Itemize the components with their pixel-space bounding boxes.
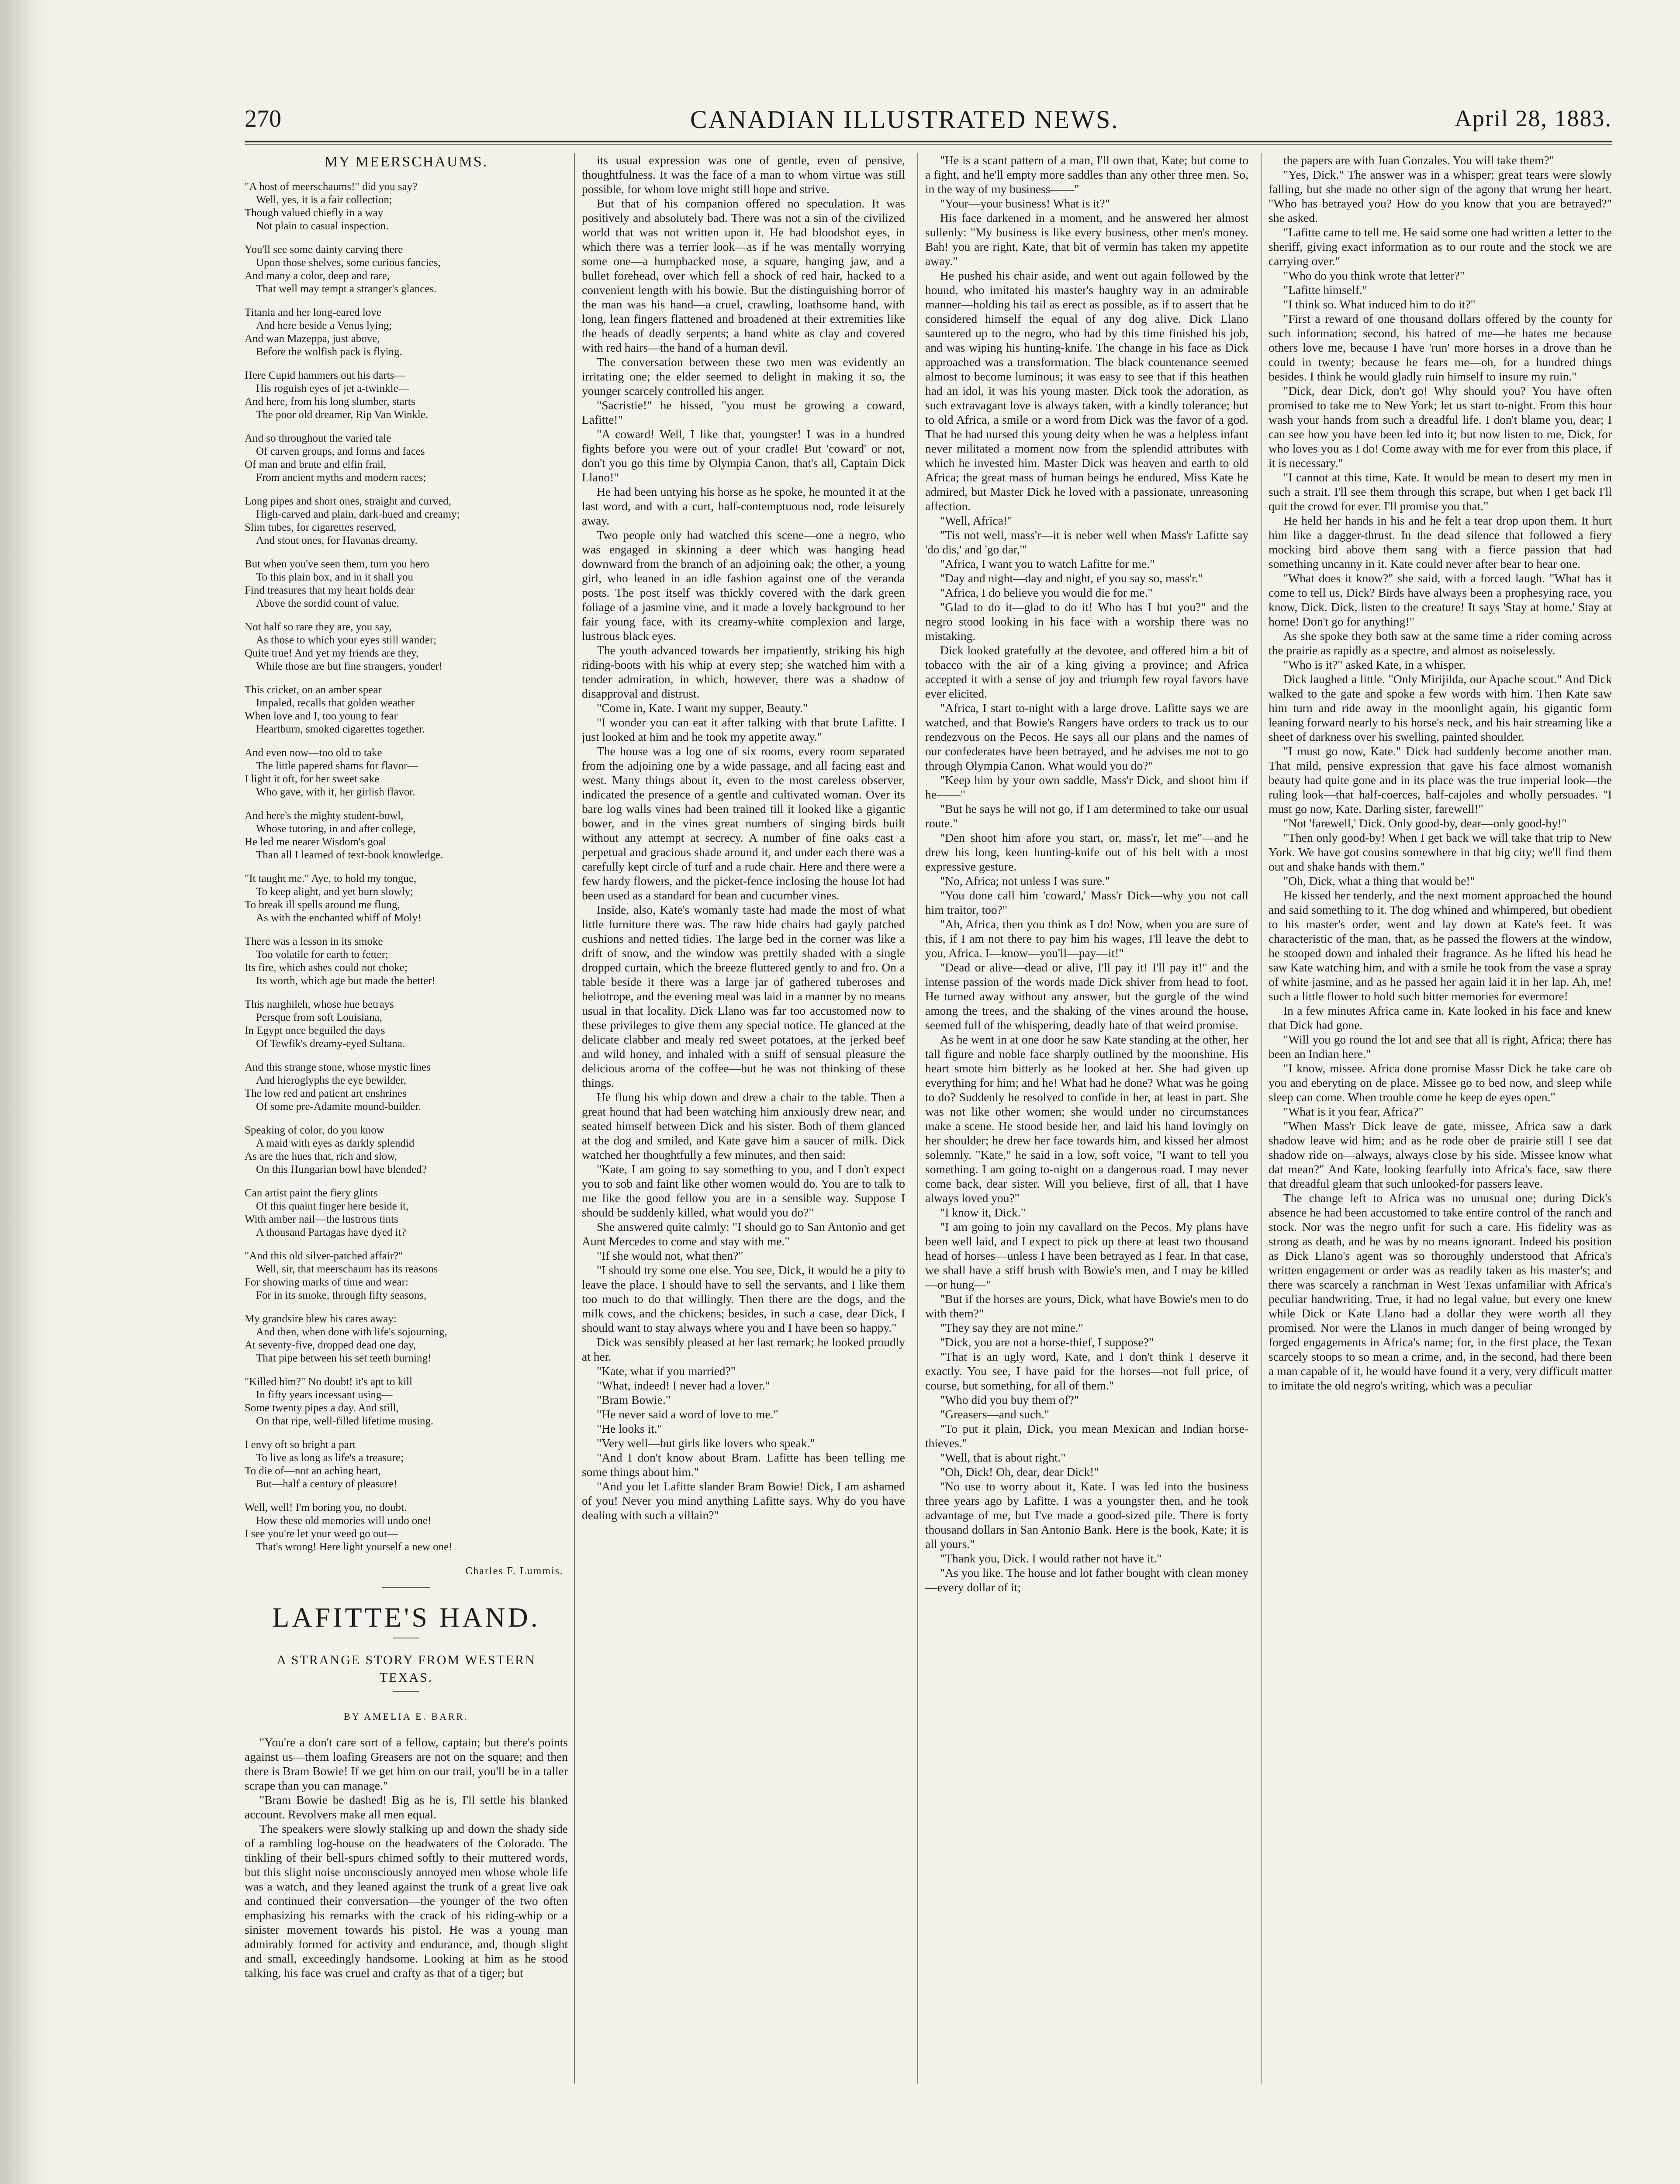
article-paragraph: "No use to worry about it, Kate. I was led into the business three years ago by Lafitte. I was a youngster then, and he took advantage of me, but I've made a good-sized pile. There is forty thousand dollars in San Antonio Bank. Here is the book, Kate; it is all yours." xyxy=(925,1479,1248,1551)
poem-line: On this Hungarian bowl have blended? xyxy=(256,1164,427,1175)
header-rule xyxy=(245,141,1612,142)
article-paragraph: "Africa, I do believe you would die for me." xyxy=(940,586,1153,599)
poem-line: But when you've seen them, turn you hero xyxy=(245,558,429,570)
article-paragraph: "Tis not well, mass'r—it is neber well when Mass'r Lafitte say 'do dis,' and 'go dar,'" xyxy=(925,528,1248,556)
poem-line: That well may tempt a stranger's glances. xyxy=(256,283,437,295)
poem-line: But—half a century of pleasure! xyxy=(256,1478,398,1490)
poem-line: Before the wolfish pack is flying. xyxy=(256,346,402,358)
poem-line: Whose tutoring, in and after college, xyxy=(256,823,416,835)
poem-stanza xyxy=(245,684,568,736)
poem-line: Upon those shelves, some curious fancies, xyxy=(256,257,441,269)
article-paragraph: "Bram Bowie be dashed! Big as he is, I'll settle his blanked account. Revolvers make all men equal. xyxy=(245,1793,568,1821)
article-paragraph: "When Mass'r Dick leave de gate, missee, Africa saw a dark shadow leave wid him; and as he rode ober de prairie still I see dat shadow ride on—always, always close by his side. Missee know what dat mean?" And Kate, looking fearfully into Africa's face, saw there that dreadful gleam that such unlooked-for passers leave. xyxy=(1269,1119,1612,1190)
article-paragraph: He pushed his chair aside, and went out again followed by the hound, who imitated his master's haughty way in an admirable manner—holding his tail as erect as possible, as if to assert that he considered himself the equal of any dog alive. Dick Llano sauntered up to the negro, who had by this time finished his job, and was wiping his hunting-knife. The change in his face as Dick approached was a transformation. The black countenance seemed almost to become luminous; it was easy to see that if this heathen had an idol, it was his young master. Dick took the adoration, as such extravagant love is always taken, with a kindly tolerance; but to old Africa, a smile or a word from Dick was the favor of a god. That he had nursed this young deity when he was a helpless infant never militated a moment now from the splendid attributes with which he invested him. Master Dick was heaven and earth to old Africa; the great mass of human beings he endured, Miss Kate he admired, but Master Dick he loved with a passionate, unreasoning affection. xyxy=(925,269,1248,513)
story-title: LAFITTE'S HAND. xyxy=(272,1602,540,1633)
article-paragraph: "Greasers—and such." xyxy=(940,1407,1050,1421)
poem-line: Speaking of color, do you know xyxy=(245,1124,384,1136)
article-paragraph: "To put it plain, Dick, you mean Mexican and Indian horse-thieves." xyxy=(925,1422,1248,1450)
article-paragraph: But that of his companion offered no speculation. It was positively and absolutely bad. There was not a sin of the civilized world that was not written upon it. He had bloodshot eyes, in which there was a terrier look—as if he was mentally worrying some one—a humpbacked nose, a square, hanging jaw, and a bullet forehead, over which fell a shock of red hair, hacked to a convenient length with his bowie. But the distinguishing horror of the man was his hand—a cruel, crawling, loathsome hand, with long, lean fingers flattened and broadened at their extremities like the heads of deadly serpents; a hand white as clay and covered with red hairs—the hand of a human devil. xyxy=(582,197,905,354)
poem-line: Who gave, with it, her girlish flavor. xyxy=(256,786,415,798)
article-paragraph: The house was a log one of six rooms, every room separated from the adjoining one by a wide passage, and all facing east and west. Many things about it, even to the most careless observer, indicated the presence of a gentle and cultivated woman. Over its bare log walls vines had been trained till it looked like a gigantic bower, and in the vines great numbers of singing birds built without any attempt at secrecy. A number of fine oaks cast a perpetual and gracious shade around it, and under each there was a carefully kept circle of turf and a rude chair. Here and there were a few hardy flowers, and the picket-fence inclosing the house lot had been used as a standard for bean and cucumber vines. xyxy=(582,744,905,902)
column-3 xyxy=(925,153,1248,2084)
poem-stanza xyxy=(245,1187,568,1239)
article-paragraph: "Africa, I start to-night with a large drove. Lafitte says we are watched, and that Bowie's Rangers have orders to track us to our rendezvous on the Pecos. He says all our plans and the names of our confederates have been betrayed, and he advises me not to go through Olympia Canon. What would you do?" xyxy=(925,701,1248,772)
poem-line: Quite true! And yet my friends are they, xyxy=(245,647,419,659)
poem-line: For in its smoke, through fifty seasons, xyxy=(256,1289,427,1301)
poem-line: Well, sir, that meerschaum has its reasons xyxy=(256,1263,438,1275)
poem-line: Its fire, which ashes could not choke; xyxy=(245,962,408,974)
article-paragraph: "Thank you, Dick. I would rather not have it." xyxy=(940,1552,1162,1565)
poem-line: My grandsire blew his cares away: xyxy=(245,1313,397,1325)
poem-line: Here Cupid hammers out his darts— xyxy=(245,370,405,381)
article-paragraph: "I cannot at this time, Kate. It would be mean to desert my men in such a strait. I'll see them through this scrape, but when I get back I'll quit the crowd for ever. I'll promise you that." xyxy=(1269,470,1612,513)
article-paragraph: "Then only good-by! When I get back we will take that trip to New York. We have got cousins somewhere in that big city; we'll find them out and shake hands with them." xyxy=(1269,831,1612,873)
poem-stanza xyxy=(245,1313,568,1365)
poem-line: And even now—too old to take xyxy=(245,747,382,759)
article-paragraph: "Oh, Dick, what a thing that would be!" xyxy=(1283,874,1475,888)
article-paragraph: The speakers were slowly stalking up and down the shady side of a rambling log-house on the headwaters of the Colorado. The tinkling of their bell-spurs chimed softly to their muttered words, but this slight noise unconsciously annoyed men whose whole life was a watch, and they leaned against the trunk of a great live oak and continued their conversation—the younger of the two often emphasizing his remarks with the crack of his riding-whip or a sinister movement towards his pistol. He was a young man admirably formed for activity and endurance, and, though slight and small, exceedingly handsome. Looking at him as he stood talking, his face was cruel and crafty as that of a tiger; but xyxy=(245,1822,568,1980)
article-paragraph: Inside, also, Kate's womanly taste had made the most of what little furniture there was. The raw hide chairs had gayly patched cushions and netted tidies. The large bed in the corner was like a drift of snow, and the window was prettily shaded with a single dropped curtain, which the breeze fluttered gently to and fro. On a table beside it there was a large jar of gathered tuberoses and heliotrope, and the evening meal was laid in a manner by no means usual in that locality. Dick Llano was far too accustomed now to these privileges to give them any special notice. He glanced at the delicate clabber and mealy red sweet potatoes, at the jerked beef and wild honey, and inhaled with a sniff of sensual pleasure the delicious aroma of the coffee—but he was not thinking of these things. xyxy=(582,903,905,1089)
poem-line: To break ill spells around me flung, xyxy=(245,899,400,911)
poem-line: Of this quaint finger here beside it, xyxy=(256,1200,409,1212)
article-paragraph: "I think so. What induced him to do it?" xyxy=(1283,297,1476,311)
poem-line: Above the sordid count of value. xyxy=(256,598,399,609)
article-paragraph: "What does it know?" she said, with a forced laugh. "What has it come to tell us, Dick? Birds have always been a prophesying race, you know, Dick. Dick, listen to the creature! It says 'Stay at home.' Stay at home! Don't go for anything!" xyxy=(1269,571,1612,628)
poem-stanza xyxy=(245,306,568,359)
article-paragraph: "Lafitte himself." xyxy=(1283,283,1367,297)
poem-line: Slim tubes, for cigarettes reserved, xyxy=(245,522,397,533)
poem-line: And here, from his long slumber, starts xyxy=(245,396,415,408)
article-paragraph: "Come in, Kate. I want my supper, Beauty." xyxy=(597,701,808,715)
article-paragraph: "Kate, I am going to say something to you, and I don't expect you to sob and faint like other women would do. You are to talk to me like the good fellow you are in a sensible way. Suppose I should be suddenly killed, what would you do?" xyxy=(582,1162,905,1219)
poem-line: I light it oft, for her sweet sake xyxy=(245,773,380,785)
article-paragraph: "What, indeed! I never had a lover." xyxy=(597,1379,770,1392)
poem-line: With amber nail—the lustrous tints xyxy=(245,1213,398,1225)
poem-line: That's wrong! Here light yourself a new one! xyxy=(256,1541,453,1553)
poem-line: As those to which your eyes still wander; xyxy=(256,634,437,646)
article-paragraph: "Ah, Africa, then you think as I do! Now, when you are sure of this, if I am not there to pay him his wages, I'll leave the debt to you, Africa. I—know—you'll—pay—it!" xyxy=(925,917,1248,960)
poem-line: Impaled, recalls that golden weather xyxy=(256,697,415,709)
article-paragraph: the papers are with Juan Gonzales. You will take them?" xyxy=(1283,153,1554,167)
article-paragraph: "If she would not, what then?" xyxy=(597,1249,743,1262)
article-paragraph: "Bram Bowie." xyxy=(597,1393,671,1406)
poem-line: Of Tewfik's dreamy-eyed Sultana. xyxy=(256,1038,405,1050)
poem-line: When love and I, too young to fear xyxy=(245,710,398,722)
poem-line: At seventy-five, dropped dead one day, xyxy=(245,1339,416,1351)
article-paragraph: "Your—your business! What is it?" xyxy=(940,197,1110,210)
poem-line: A thousand Partagas have dyed it? xyxy=(256,1227,406,1238)
article-paragraph: "He is a scant pattern of a man, I'll own that, Kate; but come to a fight, and he'll empty more saddles than any other three men. So, in the way of my business——" xyxy=(925,153,1248,196)
article-paragraph: "No, Africa; not unless I was sure." xyxy=(940,874,1110,888)
subtitle-divider xyxy=(393,1691,419,1692)
article-paragraph: "Den shoot him afore you start, or, mass'r, let me"—and he drew his long, keen hunting-knife out of his belt with a most expressive gesture. xyxy=(925,831,1248,873)
poem-line: Well, yes, it is a fair collection; xyxy=(256,194,392,206)
article-paragraph: He had been untying his horse as he spoke, he mounted it at the last word, and with a curt, half-contemptuous nod, rode leisurely away. xyxy=(582,485,905,527)
poem-stanza xyxy=(245,998,568,1051)
article-paragraph: "I know it, Dick." xyxy=(940,1206,1026,1219)
poem-line: "Killed him?" No doubt! it's apt to kill xyxy=(245,1376,412,1388)
poem-line: As are the hues that, rich and slow, xyxy=(245,1151,397,1162)
column-divider xyxy=(917,153,918,2084)
poem-stanza xyxy=(245,872,568,925)
column-1-text xyxy=(245,1735,568,1980)
article-paragraph: "Dick, you are not a horse-thief, I suppose?" xyxy=(940,1335,1154,1349)
article-paragraph: The change left to Africa was no unusual one; during Dick's absence he had been accustomed to take entire control of the ranch and stock. Nor was the negro unfit for such a care. His fidelity was as strong as death, and he was by no means ignorant. Indeed his position as Dick Llano's agent was so thoroughly understood that Africa's written engagement or order was as readily taken as his master's; and there was scarcely a ranchman in West Texas unfamiliar with Africa's peculiar handwriting. True, it had no legal value, but every one knew while Dick or Kate Llano had a dollar they were worth all they promised. Nor were the Llanos in much danger of being wronged by forged engagements in Africa's name; for, in the first place, the Texan scarcely stoops to so mean a crime, and, in the second, had there been a man capable of it, he would have found it a very, very difficult matter to imitate the old negro's writing, which was a peculiar xyxy=(1269,1191,1612,1392)
poem-stanza xyxy=(245,558,568,610)
poem-line: In Egypt once beguiled the days xyxy=(245,1025,385,1037)
poem-body xyxy=(245,180,568,1554)
article-paragraph: "Well, that is about right." xyxy=(940,1451,1066,1464)
poem-line: This cricket, on an amber spear xyxy=(245,684,382,696)
poem-line: In fifty years incessant using— xyxy=(256,1389,393,1401)
poem-line: How these old memories will undo one! xyxy=(256,1515,432,1527)
poem-line: The little papered shams for flavor— xyxy=(256,760,418,772)
poem-stanza xyxy=(245,1375,568,1428)
poem-stanza xyxy=(245,1061,568,1113)
poem-stanza xyxy=(245,1124,568,1176)
article-paragraph: "Glad to do it—glad to do it! Who has I but you?" and the negro stood looking in his face with a worship there was no mistaking. xyxy=(925,600,1248,643)
poem-line: And stout ones, for Havanas dreamy. xyxy=(256,535,418,546)
article-paragraph: "As you like. The house and lot father bought with clean money—every dollar of it; xyxy=(925,1566,1248,1594)
story-byline: BY AMELIA E. BARR. xyxy=(344,1711,469,1722)
poem-line: To live as long as life's a treasure; xyxy=(256,1452,404,1464)
article-paragraph: "Kate, what if you married?" xyxy=(597,1364,736,1378)
article-paragraph: "You're a don't care sort of a fellow, captain; but there's points against us—them loafing Greasers are not on the square; and then there is Bram Bowie! If we get him on our trail, you'll be in a taller scrape than you can manage." xyxy=(245,1735,568,1792)
article-paragraph: The conversation between these two men was evidently an irritating one; the elder seemed to delight in making it so, the younger scarcely controlled his anger. xyxy=(582,355,905,397)
article-paragraph: "I should try some one else. You see, Dick, it would be a pity to leave the place. I should have to sell the servants, and I like them too much to do that willingly. Then there are the dogs, and the milk cows, and the chickens; besides, in such a case, dear Dick, I should want to stay always where you and I have been so happy." xyxy=(582,1263,905,1334)
article-paragraph: Two people only had watched this scene—one a negro, who was engaged in skinning a deer which was hanging head downward from the branch of an adjoining oak; the other, a young girl, who leaned in an idle fashion against one of the veranda posts. The post itself was thickly covered with the dark green foliage of a jasmine vine, and it made a lovely background to her fair young face, with its creamy-white complexion and large, lustrous black eyes. xyxy=(582,528,905,643)
article-paragraph: "Very well—but girls like lovers who speak." xyxy=(597,1436,815,1450)
poem-stanza xyxy=(245,935,568,988)
article-paragraph: "Not 'farewell,' Dick. Only good-by, dear—only good-by!" xyxy=(1283,816,1567,830)
poem-line: And many a color, deep and rare, xyxy=(245,270,390,282)
poem-line: I envy oft so bright a part xyxy=(245,1439,356,1451)
article-paragraph: "Day and night—day and night, ef you say so, mass'r." xyxy=(940,571,1203,585)
poem-line: Of carven groups, and forms and faces xyxy=(256,446,425,457)
story-subtitle: A STRANGE STORY FROM WESTERN TEXAS. xyxy=(277,1653,536,1685)
article-paragraph: He flung his whip down and drew a chair to the table. Then a great hound that had been watching him anxiously drew near, and seated himself between Dick and his sister. Both of them glanced at the dog and smiled, and Kate gave him a saucer of milk. Dick watched her thoughtfully a few minutes, and then said: xyxy=(582,1090,905,1161)
poem-line: Though valued chiefly in a way xyxy=(245,207,384,219)
column-2 xyxy=(582,153,905,2084)
poem-line: A maid with eyes as darkly splendid xyxy=(256,1137,415,1149)
article-paragraph: "He looks it." xyxy=(597,1422,663,1435)
poem-line: Titania and her long-eared love xyxy=(245,307,381,318)
article-paragraph: "What is it you fear, Africa?" xyxy=(1283,1105,1424,1118)
poem-stanza xyxy=(245,369,568,422)
article-paragraph: "I am going to join my cavallard on the Pecos. My plans have been well laid, and I expect to pick up there at least two thousand head of horses—unless I have been betrayed as I fear. In that case, we shall have a stiff brush with Bowie's men, and I may be killed—or hung—" xyxy=(925,1220,1248,1291)
article-paragraph: "Lafitte came to tell me. He said some one had written a letter to the sheriff, giving exact information as to our route and the stock we are carrying over." xyxy=(1269,225,1612,268)
poem-line: "It taught me." Aye, to hold my tongue, xyxy=(245,873,417,885)
poem-stanza xyxy=(245,1501,568,1554)
article-paragraph: "And you let Lafitte slander Bram Bowie! Dick, I am ashamed of you! Never you mind anything Lafitte says. Why do you have dealing with such a villain?" xyxy=(582,1479,905,1522)
poem-line: Of man and brute and elfin frail, xyxy=(245,459,387,470)
poem-stanza xyxy=(245,809,568,862)
article-paragraph: His face darkened in a moment, and he answered her almost sullenly: "My business is like every business, other men's money. Bah! you are right, Kate, that bit of vermin has taken my appetite away." xyxy=(925,211,1248,268)
poem-stanza xyxy=(245,432,568,484)
poem-line: Too volatile for earth to fetter; xyxy=(256,949,388,961)
article-paragraph: As he went in at one door he saw Kate standing at the other, her tall figure and noble face sharply outlined by the moonshine. His heart smote him bitterly as he looked at her. She had given up everything for him; and he! What had he done? What was he going to do? Suddenly he resolved to confide in her, at least in part. She was not like other women; she would under no circumstances make a scene. He stood beside her, and laid his hand lovingly on her shoulder; he drew her face towards him, and kissed her almost solemnly. "Kate," he said in a low, soft voice, "I want to tell you something. I am going to-night on a dangerous road. I may never come back, dear sister. Will you believe, first of all, that I have always loved you?" xyxy=(925,1033,1248,1205)
poem-stanza xyxy=(245,746,568,799)
article-paragraph: "Who do you think wrote that letter?" xyxy=(1283,269,1465,282)
poem-stanza xyxy=(245,621,568,673)
article-paragraph: "Will you go round the lot and see that all is right, Africa; there has been an Indian here." xyxy=(1269,1033,1612,1061)
column-divider xyxy=(1261,153,1262,2084)
article-paragraph: In a few minutes Africa came in. Kate looked in his face and knew that Dick had gone. xyxy=(1269,1004,1612,1032)
poem-line: And here's the mighty student-bowl, xyxy=(245,810,404,822)
poem-line: And wan Mazeppa, just above, xyxy=(245,333,380,345)
poem-line: And then, when done with life's sojourning, xyxy=(256,1326,447,1338)
article-paragraph: The youth advanced towards her impatiently, striking his high riding-boots with his whip at every step; she watched him with a tender admiration, in which, however, there was a shadow of disapproval and distrust. xyxy=(582,643,905,700)
poem-line: On that ripe, well-filled lifetime musing. xyxy=(256,1415,434,1427)
header-rule-thin xyxy=(245,144,1612,145)
poem-line: Persque from soft Louisiana, xyxy=(256,1012,382,1023)
article-paragraph: "But if the horses are yours, Dick, what have Bowie's men to do with them?" xyxy=(925,1292,1248,1320)
poem-line: That pipe between his set teeth burning! xyxy=(256,1352,432,1364)
article-paragraph: He kissed her tenderly, and the next moment approached the hound and said something to it. The dog whined and whimpered, but obedient to his master's order, went and lay down at Kate's feet. It was characteristic of the man, that, as he passed the flowers at the window, he stooped down and inhaled their fragrance. As he lifted his head he saw Kate watching him, and with a smile he took from the vase a spray of white jasmine, and as he passed her again laid it in her lap. Ah, me! such a little flower to hold such bitter memories for evermore! xyxy=(1269,888,1612,1003)
poem-line: As with the enchanted whiff of Moly! xyxy=(256,912,422,924)
column-4 xyxy=(1269,153,1612,2084)
article-paragraph: "Sacristie!" he hissed, "you must be growing a coward, Lafitte!" xyxy=(582,398,905,426)
article-paragraph: "Who did you buy them of?" xyxy=(940,1393,1079,1406)
poem-line: From ancient myths and modern races; xyxy=(256,472,426,484)
article-paragraph: "But he says he will not go, if I am determined to take our usual route." xyxy=(925,802,1248,830)
article-paragraph: "That is an ugly word, Kate, and I don't think I deserve it exactly. You see, I have paid for the horses—not full price, of course, but something, for all of them." xyxy=(925,1350,1248,1392)
poem-line: Long pipes and short ones, straight and curved, xyxy=(245,495,451,507)
poem-line: Some twenty pipes a day. And still, xyxy=(245,1402,399,1414)
article-paragraph: "Keep him by your own saddle, Mass'r Dick, and shoot him if he——" xyxy=(925,773,1248,801)
poem-line: I see you're let your weed go out— xyxy=(245,1528,398,1540)
poem-line: While those are but fine strangers, yonder! xyxy=(256,660,442,672)
poem-line: Its worth, which age but made the better! xyxy=(256,975,436,987)
page-header xyxy=(245,105,1612,135)
column-1 xyxy=(245,153,568,2084)
poem-line: And so throughout the varied tale xyxy=(245,432,391,444)
poem-line: Find treasures that my heart holds dear xyxy=(245,584,415,596)
poem-line: To this plain box, and in it shall you xyxy=(256,571,414,583)
article-paragraph: "A coward! Well, I like that, youngster! I was in a hundred fights before you were out of your cradle! But 'coward' or not, don't you go this time by Olympia Canon, that's all, Captain Dick Llano!" xyxy=(582,427,905,484)
poem-title: MY MEERSCHAUMS. xyxy=(324,154,488,170)
poem-line: "And this old silver-patched affair?" xyxy=(245,1250,403,1262)
poem-line: Of some pre-Adamite mound-builder. xyxy=(256,1101,421,1113)
masthead: CANADIAN ILLUSTRATED NEWS. xyxy=(690,105,1119,134)
poem-line: Not half so rare they are, you say, xyxy=(245,621,392,633)
article-paragraph: "Dick, dear Dick, don't go! Why should you? You have often promised to take me to New York; let us start to-night. From this hour wash your hands from such a dreadful life. I don't blame you, dear; I can see how you have been led into it; but now listen to me, Dick, for who loves you as I do! Come away with me for ever from this place, if it is necessary." xyxy=(1269,384,1612,470)
article-paragraph: "Dead or alive—dead or alive, I'll pay it! I'll pay it!" and the intense passion of the words made Dick shiver from head to foot. He turned away without any answer, but the gurgle of the wind among the trees, and the shaking of the vines around the house, seemed full of the whispering, deadly hate of that weird promise. xyxy=(925,961,1248,1032)
article-paragraph: Dick was sensibly pleased at her last remark; he looked proudly at her. xyxy=(582,1335,905,1363)
poem-line: And this strange stone, whose mystic lines xyxy=(245,1061,431,1073)
poem-line: "A host of meerschaums!" did you say? xyxy=(245,181,418,193)
poem-line: The low red and patient art enshrines xyxy=(245,1088,407,1099)
article-paragraph: He held her hands in his and he felt a tear drop upon them. It hurt him like a dagger-thrust. In the dead silence that followed a fiery mocking bird above them sang with a fierce passion that had something uncanny in it. Kate could never after bear to hear one. xyxy=(1269,514,1612,570)
poem-line: Can artist paint the fiery glints xyxy=(245,1187,378,1199)
article-paragraph: "Africa, I want you to watch Lafitte for me." xyxy=(940,557,1155,570)
poem-stanza xyxy=(245,495,568,547)
article-paragraph: its usual expression was one of gentle, even of pensive, thoughtfulness. It was the face of a man to whom virtue was still possible, for whom love might still hope and strive. xyxy=(582,153,905,196)
poem-stanza xyxy=(245,180,568,233)
article-paragraph: "They say they are not mine." xyxy=(940,1321,1083,1334)
article-paragraph: She answered quite calmly: "I should go to San Antonio and get Aunt Mercedes to come and stay with me." xyxy=(582,1220,905,1248)
article-paragraph: "He never said a word of love to me." xyxy=(597,1407,778,1421)
binding-gutter-shadow xyxy=(0,0,48,2184)
article-paragraph: "First a reward of one thousand dollars offered by the county for such information; second, his hatred of me—he hates me because others love me, because I have 'run' more horses in a drove than he could in twenty; because he fears me—oh, for a hundred things besides. I think he would gladly ruin himself to insure my ruin." xyxy=(1269,312,1612,383)
article-paragraph: "And I don't know about Bram. Lafitte has been telling me some things about him." xyxy=(582,1451,905,1479)
poem-line: Not plain to casual inspection. xyxy=(256,220,389,232)
article-paragraph: "Oh, Dick! Oh, dear, dear Dick!" xyxy=(940,1465,1099,1479)
poem-line: Than all I learned of text-book knowledge. xyxy=(256,849,443,861)
column-divider xyxy=(574,153,575,2084)
page-number: 270 xyxy=(245,105,281,132)
poem-line: Well, well! I'm boring you, no doubt. xyxy=(245,1502,407,1514)
article-paragraph: "I know, missee. Africa done promise Massr Dick he take care ob you and eberyting on de place. Missee go to bed now, and sleep while sleep can come. When trouble come he keep de eyes open." xyxy=(1269,1061,1612,1104)
poem-line: This narghileh, whose hue betrays xyxy=(245,999,394,1010)
poem-line: The poor old dreamer, Rip Van Winkle. xyxy=(256,409,429,421)
article-paragraph: "Yes, Dick." The answer was in a whisper; great tears were slowly falling, but she made no other sign of the agony that wrung her heart. "Who has betrayed you? How do you know that you are betrayed?" she asked. xyxy=(1269,168,1612,225)
article-paragraph: Dick laughed a little. "Only Mirijilda, our Apache scout." And Dick walked to the gate and spoke a few words with him. Then Kate saw him turn and ride away in the moonlight again, his gigantic form leaning forward nearly to his horse's neck, and his hair streaming like a sheet of darkness over his swelling, painted shoulder. xyxy=(1269,672,1612,743)
poem-line: You'll see some dainty carving there xyxy=(245,244,403,256)
article-paragraph: "Who is it?" asked Kate, in a whisper. xyxy=(1283,658,1466,671)
poem-stanza xyxy=(245,243,568,296)
poem-stanza xyxy=(245,1438,568,1491)
poem-signature: Charles F. Lummis. xyxy=(465,1565,563,1577)
poem-line: For showing marks of time and wear: xyxy=(245,1276,408,1288)
article-paragraph: "Well, Africa!" xyxy=(940,514,1013,527)
poem-line: Heartburn, smoked cigarettes together. xyxy=(256,723,425,735)
poem-line: There was a lesson in its smoke xyxy=(245,936,383,947)
issue-date: April 28, 1883. xyxy=(1455,105,1612,131)
article-paragraph: "I must go now, Kate." Dick had suddenly become another man. That mild, pensive expression that gave his face almost womanish beauty had quite gone and in its place was the true imperial look—the ruling look—that half-coerces, half-cajoles and wholly persuades. "I must go now, Kate. Darling sister, farewell!" xyxy=(1269,744,1612,816)
article-paragraph: "You done call him 'coward,' Mass'r Dick—why you not call him traitor, too?" xyxy=(925,888,1248,916)
article-paragraph: Dick looked gratefully at the devotee, and offered him a bit of tobacco with the air of a king giving a province; and Africa accepted it with a sense of joy and triumph few royal favors have ever elicited. xyxy=(925,643,1248,700)
poem-line: And hieroglyphs the eye bewilder, xyxy=(256,1075,407,1086)
poem-stanza xyxy=(245,1250,568,1302)
poem-line: High-carved and plain, dark-hued and creamy; xyxy=(256,508,460,520)
poem-line: To die of—not an aching heart, xyxy=(245,1465,381,1477)
poem-line: His roguish eyes of jet a-twinkle— xyxy=(256,383,409,394)
poem-line: He led me nearer Wisdom's goal xyxy=(245,836,387,848)
section-divider xyxy=(382,1587,430,1588)
poem-line: And here beside a Venus lying; xyxy=(256,320,392,332)
article-paragraph: "I wonder you can eat it after talking with that brute Lafitte. I just looked at him and he took my appetite away." xyxy=(582,715,905,743)
article-paragraph: As she spoke they both saw at the same time a rider coming across the prairie as rapidly as a spectre, and almost as noiselessly. xyxy=(1269,629,1612,657)
poem-line: To keep alight, and yet burn slowly; xyxy=(256,886,413,898)
